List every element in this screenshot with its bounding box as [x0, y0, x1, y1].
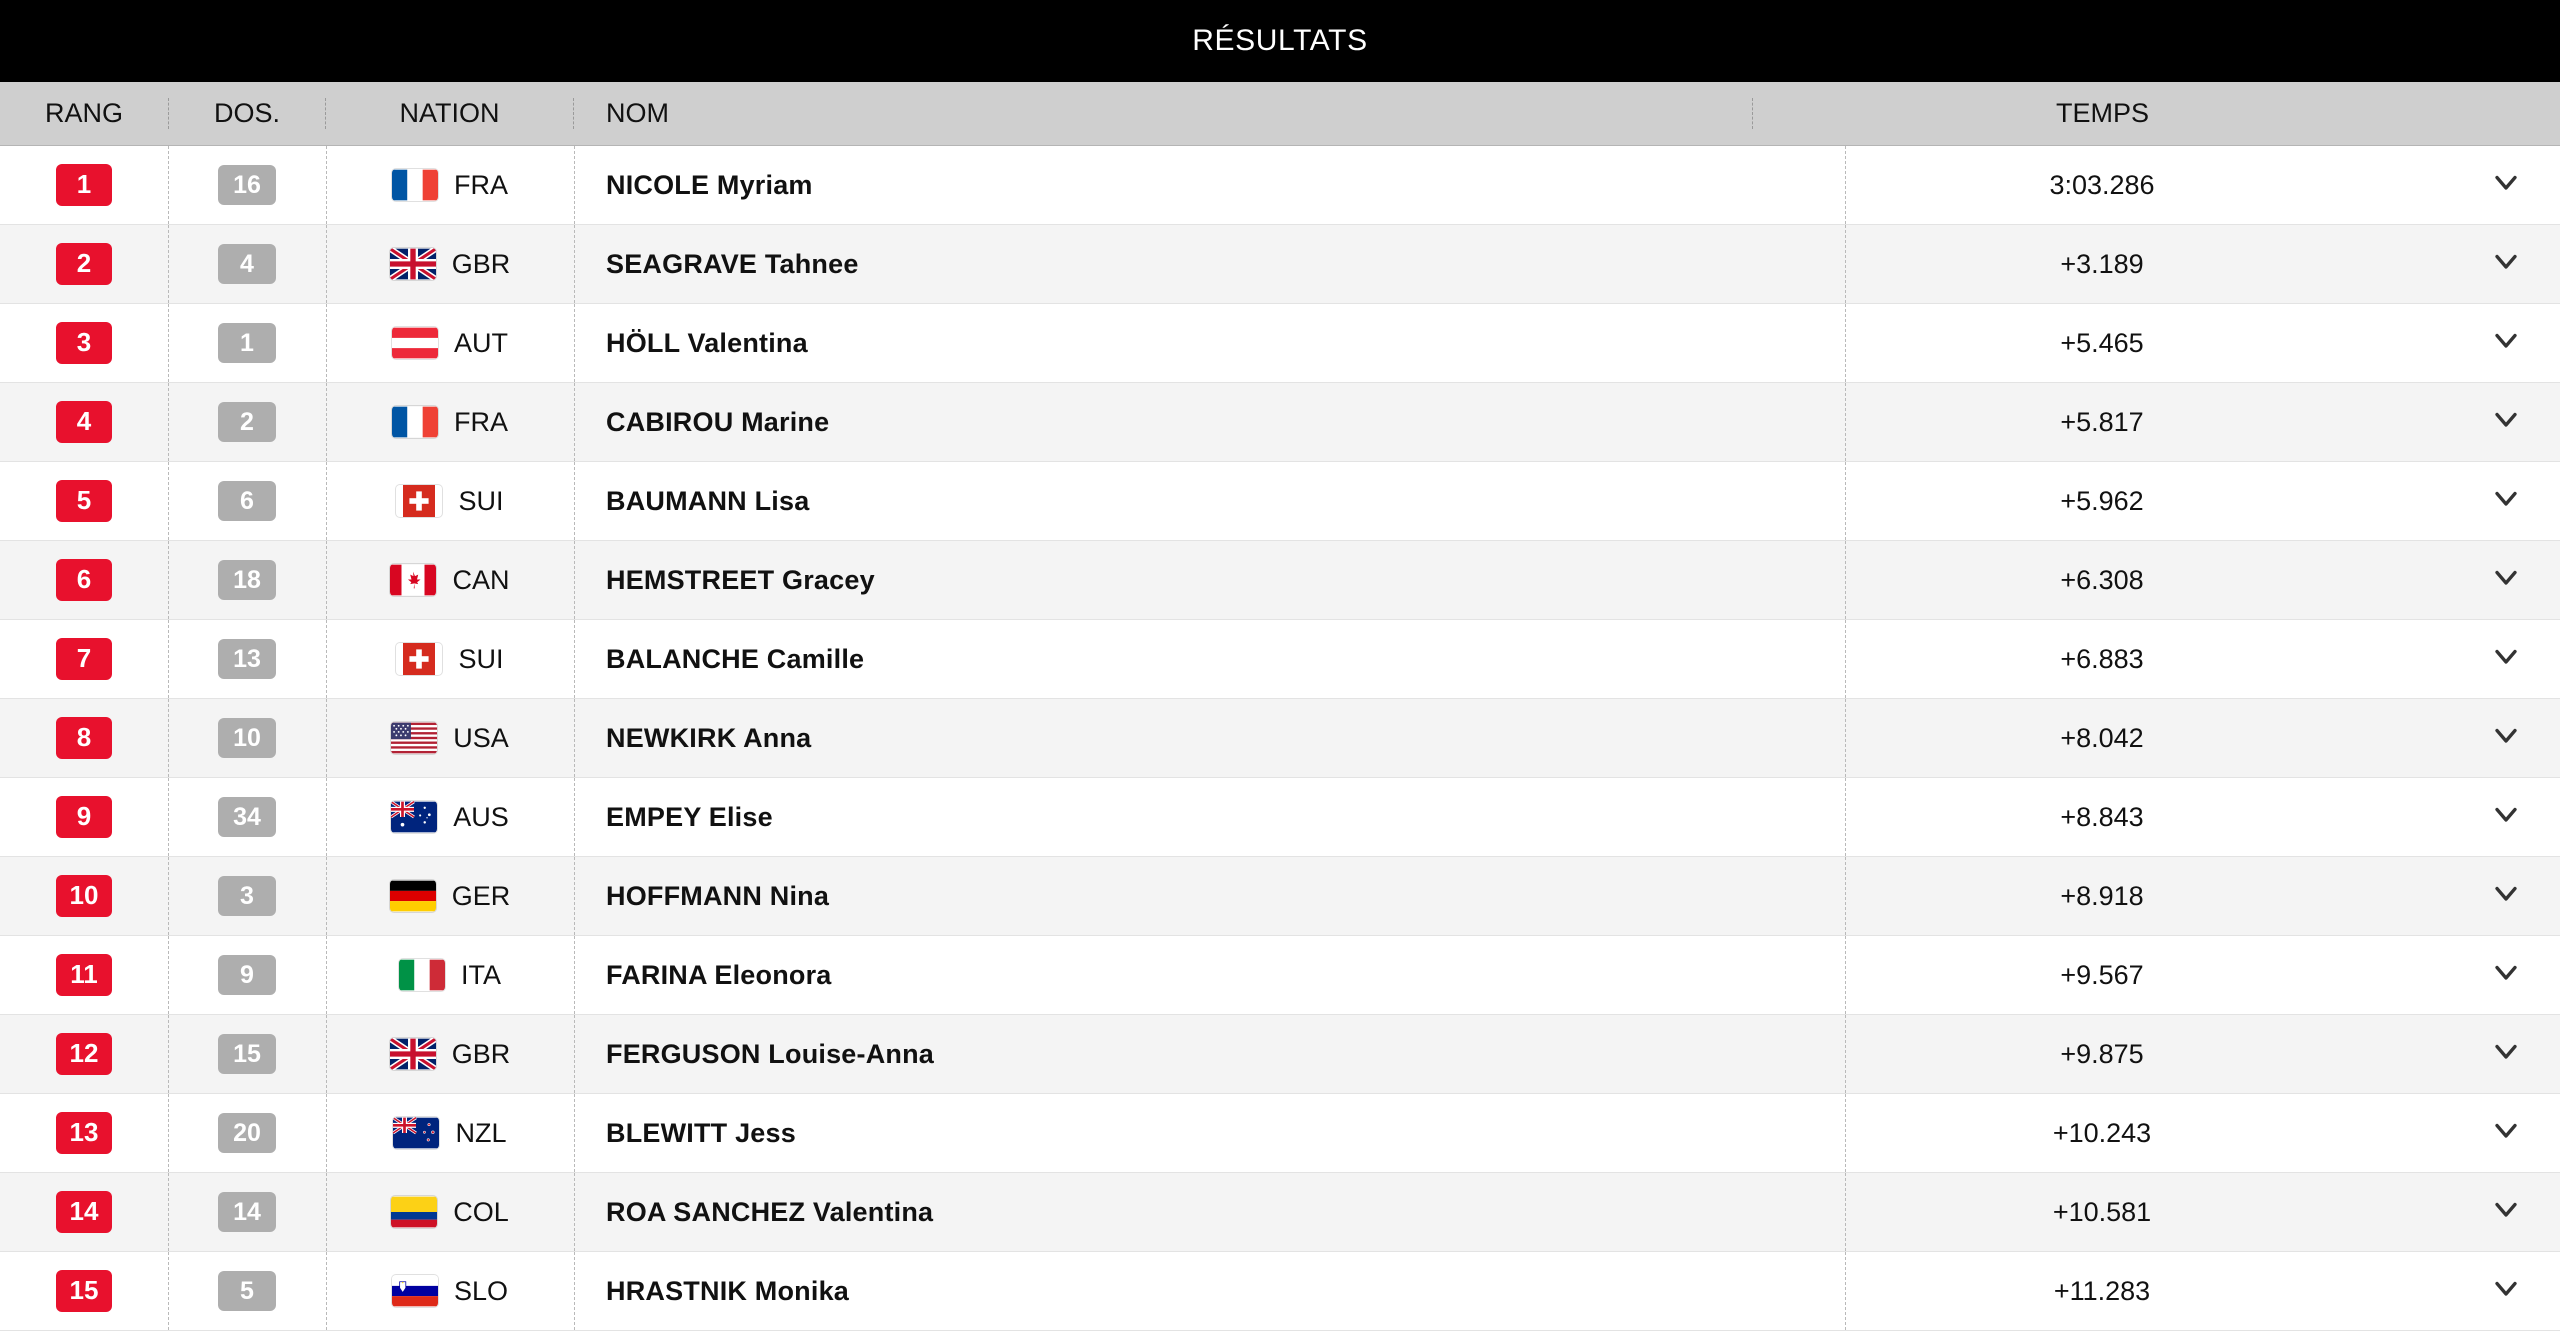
bib-cell — [168, 718, 326, 759]
table-row[interactable] — [0, 1173, 2560, 1252]
header-time: TEMPS — [1752, 98, 2452, 129]
athlete-name: NEWKIRK Anna — [606, 722, 812, 753]
flag-can-icon — [390, 564, 436, 596]
bib-cell — [168, 876, 326, 917]
bib-cell — [168, 323, 326, 364]
chevron-down-icon[interactable] — [2488, 164, 2524, 200]
time-value: +9.567 — [2060, 959, 2144, 990]
rank-cell — [0, 1191, 168, 1233]
bib-badge: 5 — [218, 1271, 276, 1312]
flag-col-icon — [391, 1196, 437, 1228]
header-name: NOM — [606, 98, 669, 128]
time-value: +8.918 — [2060, 880, 2144, 911]
name-cell — [574, 328, 1752, 359]
rank-cell — [0, 559, 168, 601]
athlete-name: HÖLL Valentina — [606, 327, 808, 358]
time-cell — [1752, 644, 2452, 675]
nation-cell — [326, 722, 574, 754]
time-cell — [1752, 328, 2452, 359]
rank-cell — [0, 322, 168, 364]
expand-row-button[interactable] — [2452, 164, 2560, 207]
bib-badge: 13 — [218, 639, 276, 680]
chevron-down-icon[interactable] — [2488, 638, 2524, 674]
chevron-down-icon[interactable] — [2488, 559, 2524, 595]
rank-cell — [0, 954, 168, 996]
time-value: +8.042 — [2060, 722, 2144, 753]
expand-row-button[interactable] — [2452, 1270, 2560, 1313]
flag-sui-icon — [396, 485, 442, 517]
nation-cell — [326, 1196, 574, 1228]
chevron-down-icon[interactable] — [2488, 480, 2524, 516]
athlete-name: HRASTNIK Monika — [606, 1275, 850, 1306]
nation-code: SUI — [458, 485, 504, 516]
athlete-name: CABIROU Marine — [606, 406, 830, 437]
flag-fra-icon — [392, 406, 438, 438]
table-row[interactable] — [0, 699, 2560, 778]
table-header — [0, 82, 2560, 146]
rank-badge: 15 — [56, 1270, 112, 1312]
table-row[interactable] — [0, 1094, 2560, 1173]
table-row[interactable] — [0, 936, 2560, 1015]
bib-cell — [168, 1113, 326, 1154]
expand-row-button[interactable] — [2452, 480, 2560, 523]
rank-badge: 6 — [56, 559, 112, 601]
rank-badge: 13 — [56, 1112, 112, 1154]
flag-ita-icon — [399, 959, 445, 991]
expand-row-button[interactable] — [2452, 1112, 2560, 1155]
athlete-name: HOFFMANN Nina — [606, 880, 830, 911]
rank-badge: 12 — [56, 1033, 112, 1075]
name-cell — [574, 1039, 1752, 1070]
name-cell — [574, 1276, 1752, 1307]
name-cell — [574, 249, 1752, 280]
bib-badge: 10 — [218, 718, 276, 759]
bib-badge: 2 — [218, 402, 276, 443]
panel-title-bar — [0, 0, 2560, 82]
rank-cell — [0, 480, 168, 522]
bib-badge: 4 — [218, 244, 276, 285]
nation-code: CAN — [452, 564, 510, 595]
chevron-down-icon[interactable] — [2488, 875, 2524, 911]
nation-code: COL — [453, 1196, 509, 1227]
rank-badge: 8 — [56, 717, 112, 759]
page-title: RÉSULTATS — [1192, 24, 1368, 57]
time-value: +5.962 — [2060, 485, 2144, 516]
time-cell — [1752, 407, 2452, 438]
name-cell — [574, 644, 1752, 675]
rank-badge: 2 — [56, 243, 112, 285]
bib-badge: 1 — [218, 323, 276, 364]
chevron-down-icon[interactable] — [2488, 954, 2524, 990]
nation-code: SUI — [458, 643, 504, 674]
flag-usa-icon — [391, 722, 437, 754]
rank-cell — [0, 717, 168, 759]
athlete-name: FERGUSON Louise-Anna — [606, 1038, 935, 1069]
chevron-down-icon[interactable] — [2488, 1191, 2524, 1227]
header-nation: NATION — [326, 98, 574, 129]
nation-cell — [326, 959, 574, 991]
rank-badge: 9 — [56, 796, 112, 838]
table-row[interactable] — [0, 1015, 2560, 1094]
time-cell — [1752, 486, 2452, 517]
chevron-down-icon[interactable] — [2488, 796, 2524, 832]
time-cell — [1752, 1276, 2452, 1307]
bib-cell — [168, 165, 326, 206]
nation-code: AUT — [454, 327, 508, 358]
name-cell — [574, 565, 1752, 596]
name-cell — [574, 960, 1752, 991]
bib-badge: 9 — [218, 955, 276, 996]
rank-badge: 3 — [56, 322, 112, 364]
nation-code: GER — [451, 880, 511, 911]
nation-code: AUS — [453, 801, 509, 832]
rank-cell — [0, 1112, 168, 1154]
rank-badge: 7 — [56, 638, 112, 680]
expand-row-button[interactable] — [2452, 559, 2560, 602]
name-cell — [574, 486, 1752, 517]
time-cell — [1752, 881, 2452, 912]
time-cell — [1752, 249, 2452, 280]
expand-row-button[interactable] — [2452, 954, 2560, 997]
nation-cell — [326, 485, 574, 517]
nation-code: FRA — [454, 169, 508, 200]
flag-aus-icon — [391, 801, 437, 833]
bib-cell — [168, 244, 326, 285]
nation-cell — [326, 643, 574, 675]
expand-row-button[interactable] — [2452, 638, 2560, 681]
time-value: +3.189 — [2060, 248, 2144, 279]
time-value: 3:03.286 — [2049, 169, 2155, 200]
bib-badge: 34 — [218, 797, 276, 838]
rank-cell — [0, 401, 168, 443]
bib-cell — [168, 797, 326, 838]
flag-ger-icon — [390, 880, 436, 912]
table-row[interactable] — [0, 225, 2560, 304]
name-cell — [574, 723, 1752, 754]
header-bib: DOS. — [168, 98, 326, 129]
nation-cell — [326, 406, 574, 438]
expand-row-button[interactable] — [2452, 796, 2560, 839]
rank-cell — [0, 1270, 168, 1312]
time-value: +10.243 — [2052, 1117, 2152, 1148]
expand-row-button[interactable] — [2452, 875, 2560, 918]
time-value: +6.883 — [2060, 643, 2144, 674]
athlete-name: ROA SANCHEZ Valentina — [606, 1196, 934, 1227]
athlete-name: HEMSTREET Gracey — [606, 564, 875, 595]
table-row[interactable] — [0, 778, 2560, 857]
flag-gbr-icon — [390, 248, 436, 280]
nation-code: USA — [453, 722, 509, 753]
bib-badge: 3 — [218, 876, 276, 917]
nation-cell — [326, 248, 574, 280]
time-cell — [1752, 1039, 2452, 1070]
flag-sui-icon — [396, 643, 442, 675]
nation-code: GBR — [451, 1038, 511, 1069]
nation-code: GBR — [451, 248, 511, 279]
nation-cell — [326, 327, 574, 359]
time-value: +8.843 — [2060, 801, 2144, 832]
nation-cell — [326, 1117, 574, 1149]
time-cell — [1752, 1118, 2452, 1149]
name-cell — [574, 1118, 1752, 1149]
rank-badge: 5 — [56, 480, 112, 522]
flag-fra-icon — [392, 169, 438, 201]
bib-badge: 15 — [218, 1034, 276, 1075]
expand-row-button[interactable] — [2452, 717, 2560, 760]
flag-slo-icon — [392, 1275, 438, 1307]
name-cell — [574, 881, 1752, 912]
table-row[interactable] — [0, 1252, 2560, 1331]
time-cell — [1752, 723, 2452, 754]
bib-cell — [168, 639, 326, 680]
expand-row-button[interactable] — [2452, 1191, 2560, 1234]
time-value: +6.308 — [2060, 564, 2144, 595]
nation-cell — [326, 880, 574, 912]
bib-cell — [168, 1192, 326, 1233]
nation-code: ITA — [461, 959, 501, 990]
header-rank: RANG — [44, 98, 123, 128]
chevron-down-icon[interactable] — [2488, 322, 2524, 358]
rank-cell — [0, 796, 168, 838]
nation-cell — [326, 801, 574, 833]
athlete-name: BAUMANN Lisa — [606, 485, 810, 516]
rank-cell — [0, 243, 168, 285]
bib-cell — [168, 481, 326, 522]
time-cell — [1752, 565, 2452, 596]
expand-row-button[interactable] — [2452, 243, 2560, 286]
athlete-name: NICOLE Myriam — [606, 169, 813, 200]
table-row[interactable] — [0, 541, 2560, 620]
expand-row-button[interactable] — [2452, 401, 2560, 444]
time-cell — [1752, 802, 2452, 833]
table-row[interactable] — [0, 462, 2560, 541]
chevron-down-icon[interactable] — [2488, 401, 2524, 437]
table-row[interactable] — [0, 620, 2560, 699]
table-row[interactable] — [0, 857, 2560, 936]
time-value: +10.581 — [2052, 1196, 2152, 1227]
athlete-name: SEAGRAVE Tahnee — [606, 248, 859, 279]
flag-aut-icon — [392, 327, 438, 359]
expand-row-button[interactable] — [2452, 322, 2560, 365]
bib-badge: 6 — [218, 481, 276, 522]
nation-code: NZL — [455, 1117, 507, 1148]
name-cell — [574, 407, 1752, 438]
name-cell — [574, 802, 1752, 833]
bib-badge: 18 — [218, 560, 276, 601]
athlete-name: BLEWITT Jess — [606, 1117, 796, 1148]
time-value: +11.283 — [2053, 1275, 2151, 1306]
bib-badge: 16 — [218, 165, 276, 206]
bib-cell — [168, 402, 326, 443]
nation-code: FRA — [454, 406, 508, 437]
time-cell — [1752, 1197, 2452, 1228]
bib-badge: 14 — [218, 1192, 276, 1233]
bib-cell — [168, 1034, 326, 1075]
rank-badge: 10 — [56, 875, 112, 917]
time-cell — [1752, 170, 2452, 201]
nation-cell — [326, 564, 574, 596]
nation-cell — [326, 169, 574, 201]
flag-gbr-icon — [390, 1038, 436, 1070]
bib-cell — [168, 955, 326, 996]
chevron-down-icon[interactable] — [2488, 717, 2524, 753]
rank-badge: 14 — [56, 1191, 112, 1233]
results-table-body — [0, 146, 2560, 1331]
name-cell — [574, 1197, 1752, 1228]
table-row[interactable] — [0, 304, 2560, 383]
flag-nzl-icon — [393, 1117, 439, 1149]
time-value: +9.875 — [2060, 1038, 2144, 1069]
nation-code: SLO — [453, 1275, 509, 1306]
chevron-down-icon[interactable] — [2488, 1033, 2524, 1069]
rank-badge: 11 — [56, 954, 112, 996]
expand-row-button[interactable] — [2452, 1033, 2560, 1076]
athlete-name: BALANCHE Camille — [606, 643, 865, 674]
time-cell — [1752, 960, 2452, 991]
bib-cell — [168, 560, 326, 601]
bib-badge: 20 — [218, 1113, 276, 1154]
athlete-name: FARINA Eleonora — [606, 959, 832, 990]
rank-cell — [0, 638, 168, 680]
rank-cell — [0, 1033, 168, 1075]
chevron-down-icon[interactable] — [2488, 1112, 2524, 1148]
time-value: +5.817 — [2060, 406, 2144, 437]
nation-cell — [326, 1275, 574, 1307]
chevron-down-icon[interactable] — [2488, 1270, 2524, 1306]
rank-badge: 4 — [56, 401, 112, 443]
chevron-down-icon[interactable] — [2488, 243, 2524, 279]
nation-cell — [326, 1038, 574, 1070]
time-value: +5.465 — [2060, 327, 2144, 358]
rank-cell — [0, 875, 168, 917]
table-row[interactable] — [0, 383, 2560, 462]
athlete-name: EMPEY Elise — [606, 801, 773, 832]
name-cell — [574, 170, 1752, 201]
table-row[interactable] — [0, 146, 2560, 225]
rank-badge: 1 — [56, 164, 112, 206]
rank-cell — [0, 164, 168, 206]
bib-cell — [168, 1271, 326, 1312]
